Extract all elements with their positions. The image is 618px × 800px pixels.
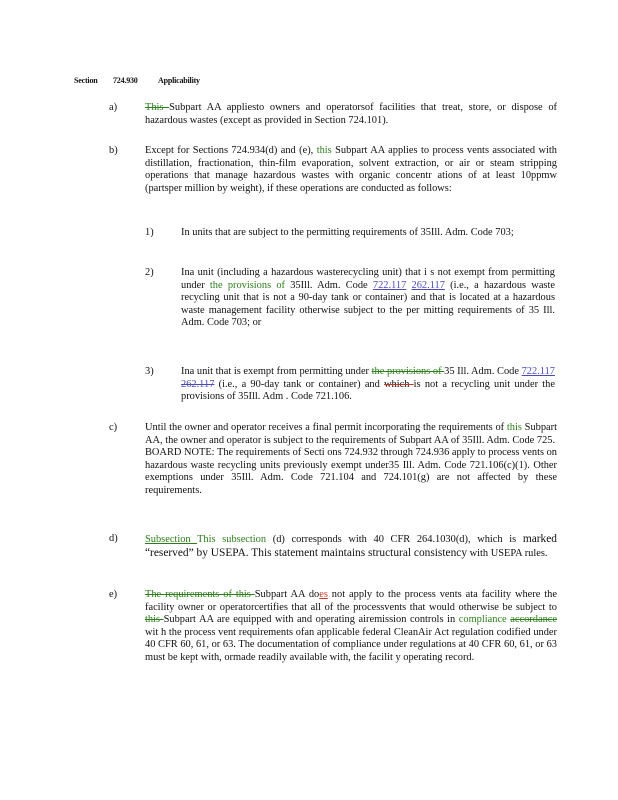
item-label: 3) xyxy=(145,366,154,377)
item-b3 xyxy=(145,366,555,404)
subsection-text: This Subpart AA appliesto owners and operatorsof facilities that treat, store, or dispose of hazardous wastes (except as provided in Section 724.101). xyxy=(145,102,557,126)
subsection-label: e) xyxy=(109,589,118,600)
subsection-b xyxy=(109,145,559,195)
item-b1 xyxy=(145,227,555,240)
section-number: 724.930 xyxy=(113,76,138,85)
section-title: Applicability xyxy=(158,76,200,85)
inserted-text: this xyxy=(316,145,332,156)
item-b2 xyxy=(145,267,555,330)
subsection-text: Until the owner and operator receives a final permit incorporating the requirements of this Subpart AA, the owner and operator is subject to the requirements of Subpart AA of 35Ill. Adm. Code 725. BOARD NOTE: The requirements of Secti ons 724.932 through 724.936 apply to process vents on hazardous waste recycling units previously exempt under35 Ill. Adm. Code 721.106(c)(1). Other exemptions under 35Ill. Adm. Code 721.104 and 724.101(g) are not affected by these requirements. xyxy=(145,422,557,496)
inserted-text: this xyxy=(506,422,522,433)
subsection-text: Subsection This subsection (d) corresponds with 40 CFR 264.1030(d), which is marked “reserved” by USEPA. This statement maintains structural consistency with USEPA rules. xyxy=(145,533,557,559)
item-text: In units that are subject to the permitting requirements of 35Ill. Adm. Code 703; xyxy=(181,227,514,238)
item-text: Ina unit that is exempt from permitting under the provisions of 35 Ill. Adm. Code 722.117 262.117 (i.e., a 90-day tank or container) and which is not a recycling unit under the provisions of 35Ill. Adm . Code 721.106. xyxy=(181,366,555,403)
item-label: 2) xyxy=(145,267,154,278)
subsection-a xyxy=(109,102,559,127)
deleted-text: accordance xyxy=(510,614,557,626)
deleted-text: this xyxy=(145,614,164,626)
subsection-label: c) xyxy=(109,422,118,433)
deleted-text: The requirements of this xyxy=(145,589,255,600)
subsection-label: b) xyxy=(109,145,118,156)
replaced-text: This subsection xyxy=(197,534,267,545)
inserted-text: compliance xyxy=(458,614,507,626)
citation-link[interactable]: 722.117 xyxy=(372,279,407,291)
subsection-label: a) xyxy=(109,102,118,113)
citation-link[interactable]: 262.117 xyxy=(411,279,445,291)
citation-link[interactable]: 722.117 xyxy=(521,366,555,377)
subsection-e xyxy=(109,589,559,665)
subsection-d xyxy=(109,533,559,560)
item-label: 1) xyxy=(145,227,154,238)
inserted-text: es xyxy=(319,589,328,600)
deleted-text: This xyxy=(145,102,170,113)
inserted-statement: marked “reserved” by USEPA. This statement maintains structural consistency xyxy=(145,533,557,559)
deleted-text: which xyxy=(384,378,414,390)
section-word: Section xyxy=(74,76,98,85)
item-text: Ina unit (including a hazardous wasterecycling unit) that i s not exempt from permitting under the provisions of 35Ill. Adm. Code 722.117 262.117 (i.e., a hazardous waste recycling unit that is not a 90-day tank or container) and that is located at a hazardous waste management facility otherwise subject to the per mitting requirements of 35 Ill. Adm. Code 703; or xyxy=(181,267,555,329)
inserted-text: the provisions of xyxy=(209,279,285,291)
subsection-c xyxy=(109,422,559,498)
subsection-text: Except for Sections 724.934(d) and (e), this Subpart AA applies to process vents associated with distillation, fractionation, thin-film evaporation, solvent extraction, or air or steam stripping operations that manage hazardous wastes with organic concentr ations of at least 10ppmw (partsper million by weight), if these operations are conducted as follows: xyxy=(145,145,557,194)
deleted-text: the provisions of xyxy=(371,366,445,377)
inserted-text: Subsection xyxy=(145,534,198,545)
subsection-text: The requirements of this Subpart AA does not apply to the process vents ata facility where the facility owner or operatorcertifies that all of the processvents that would otherwise be subject to this Subpart AA are equipped with and operating airemission controls in compliance accordance wit h the process vent requirements ofan applicable federal CleanAir Act regulation codified under 40 CFR 60, 61, or 63. The documentation of compliance under regulations at 40 CFR 60, 61, or 63 must be kept with, ormade readily available with, the facilit y operating record. xyxy=(145,589,557,663)
subsection-label: d) xyxy=(109,533,118,544)
deleted-citation: 262.117 xyxy=(181,378,215,390)
board-note: BOARD NOTE: The requirements of Secti ons 724.932 through 724.936 apply to process vents on hazardous waste recycling units previously exempt under35 Ill. Adm. Code 721.106(c)(1). Other exemptions under 35Ill. Adm. Code 721.104 and 724.101(g) are not affected by these requirements. xyxy=(145,447,557,496)
